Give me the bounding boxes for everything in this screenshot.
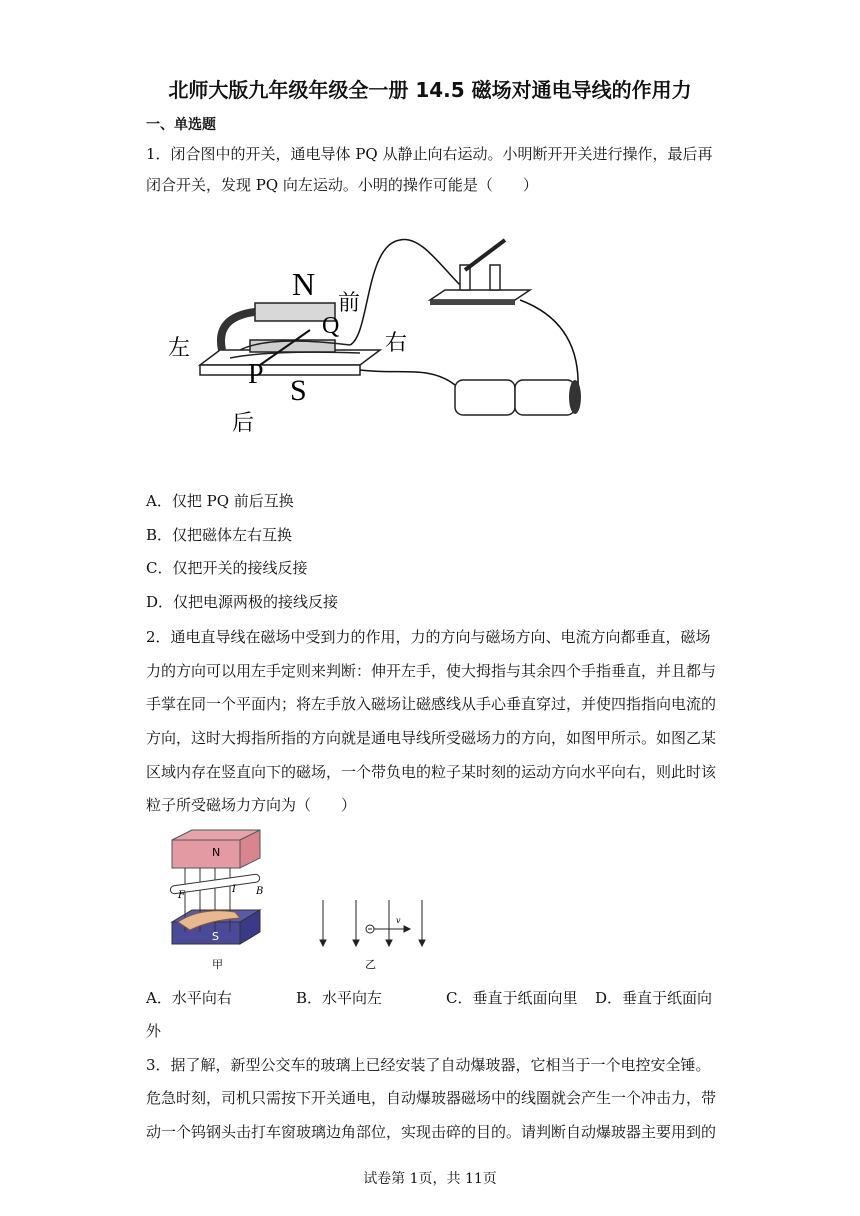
q1-option-b[interactable]: B．仅把磁体左右互换 <box>146 526 293 544</box>
q2-option-d[interactable]: D．垂直于纸面向 <box>595 989 713 1007</box>
q3-line-3: 动一个钨钢头击打车窗玻璃边角部位，实现击碎的目的。请判断自动爆玻器主要用到的 <box>146 1123 717 1141</box>
fig-jia-label-f: F <box>178 890 185 901</box>
label-right: 右 <box>385 331 408 356</box>
fig-jia-label-b: B <box>256 886 264 897</box>
label-p: P <box>248 359 264 390</box>
q2-line-4: 方向，这时大拇指所指的方向就是通电导线所受磁场力的方向，如图甲所示。如图乙某 <box>146 729 717 747</box>
page-title: 北师大版九年级年级全一册 14.5 磁场对通电导线的作用力 <box>168 78 692 102</box>
q3-line-1: 3．据了解，新型公交车的玻璃上已经安装了自动爆玻器，它相当于一个电控安全锤。 <box>146 1056 711 1074</box>
fig-yi-caption: 乙 <box>365 958 376 971</box>
section-heading: 一、单选题 <box>146 117 216 133</box>
q2-line-1: 2．通电直导线在磁场中受到力的作用，力的方向与磁场方向、电流方向都垂直，磁场 <box>146 628 711 646</box>
q1-option-c[interactable]: C．仅把开关的接线反接 <box>146 559 308 577</box>
q2-figure <box>160 822 450 974</box>
label-left: 左 <box>168 336 191 361</box>
page-footer: 试卷第 1页，共 11页 <box>363 1171 497 1187</box>
q1-line-2: 闭合开关，发现 PQ 向左运动。小明的操作可能是（ ） <box>146 176 538 194</box>
fig-jia-label-i: I <box>232 884 236 895</box>
q1-option-d[interactable]: D．仅把电源两极的接线反接 <box>146 593 339 611</box>
q3-line-2: 危急时刻，司机只需按下开关通电，自动爆玻器磁场中的线圈就会产生一个冲击力，带 <box>146 1089 717 1107</box>
fig-jia-caption: 甲 <box>212 958 223 971</box>
q2-line-2: 力的方向可以用左手定则来判断：伸开左手，使大拇指与其余四个手指垂直，并且都与 <box>146 662 717 680</box>
fig-jia-label-n: N <box>212 846 221 859</box>
q1-option-a[interactable]: A．仅把 PQ 前后互换 <box>146 492 294 510</box>
label-s: S <box>290 374 307 407</box>
label-n: N <box>292 266 316 302</box>
q2-option-d-wrap: 外 <box>146 1022 162 1040</box>
fig-jia-label-s: S <box>212 930 219 943</box>
q2-line-3: 手掌在同一个平面内；将左手放入磁场让磁感线从手心垂直穿过，并使四指指向电流的 <box>146 695 717 713</box>
q1-line-1: 1．闭合图中的开关，通电导体 PQ 从静止向右运动。小明断开开关进行操作，最后再 <box>146 145 713 163</box>
label-back: 后 <box>232 411 255 436</box>
fig-yi-label-v: v <box>396 916 401 925</box>
q2-option-b[interactable]: B．水平向左 <box>296 989 383 1007</box>
q2-line-5: 区域内存在竖直向下的磁场，一个带负电的粒子某时刻的运动方向水平向右，则此时该 <box>146 763 717 781</box>
q2-option-a[interactable]: A．水平向右 <box>146 989 232 1007</box>
q2-option-c[interactable]: C．垂直于纸面向里 <box>446 989 578 1007</box>
q1-circuit-figure <box>160 225 590 455</box>
label-front: 前 <box>338 291 361 316</box>
q2-line-6: 粒子所受磁场力方向为（ ） <box>146 796 357 814</box>
label-q: Q <box>322 313 340 339</box>
